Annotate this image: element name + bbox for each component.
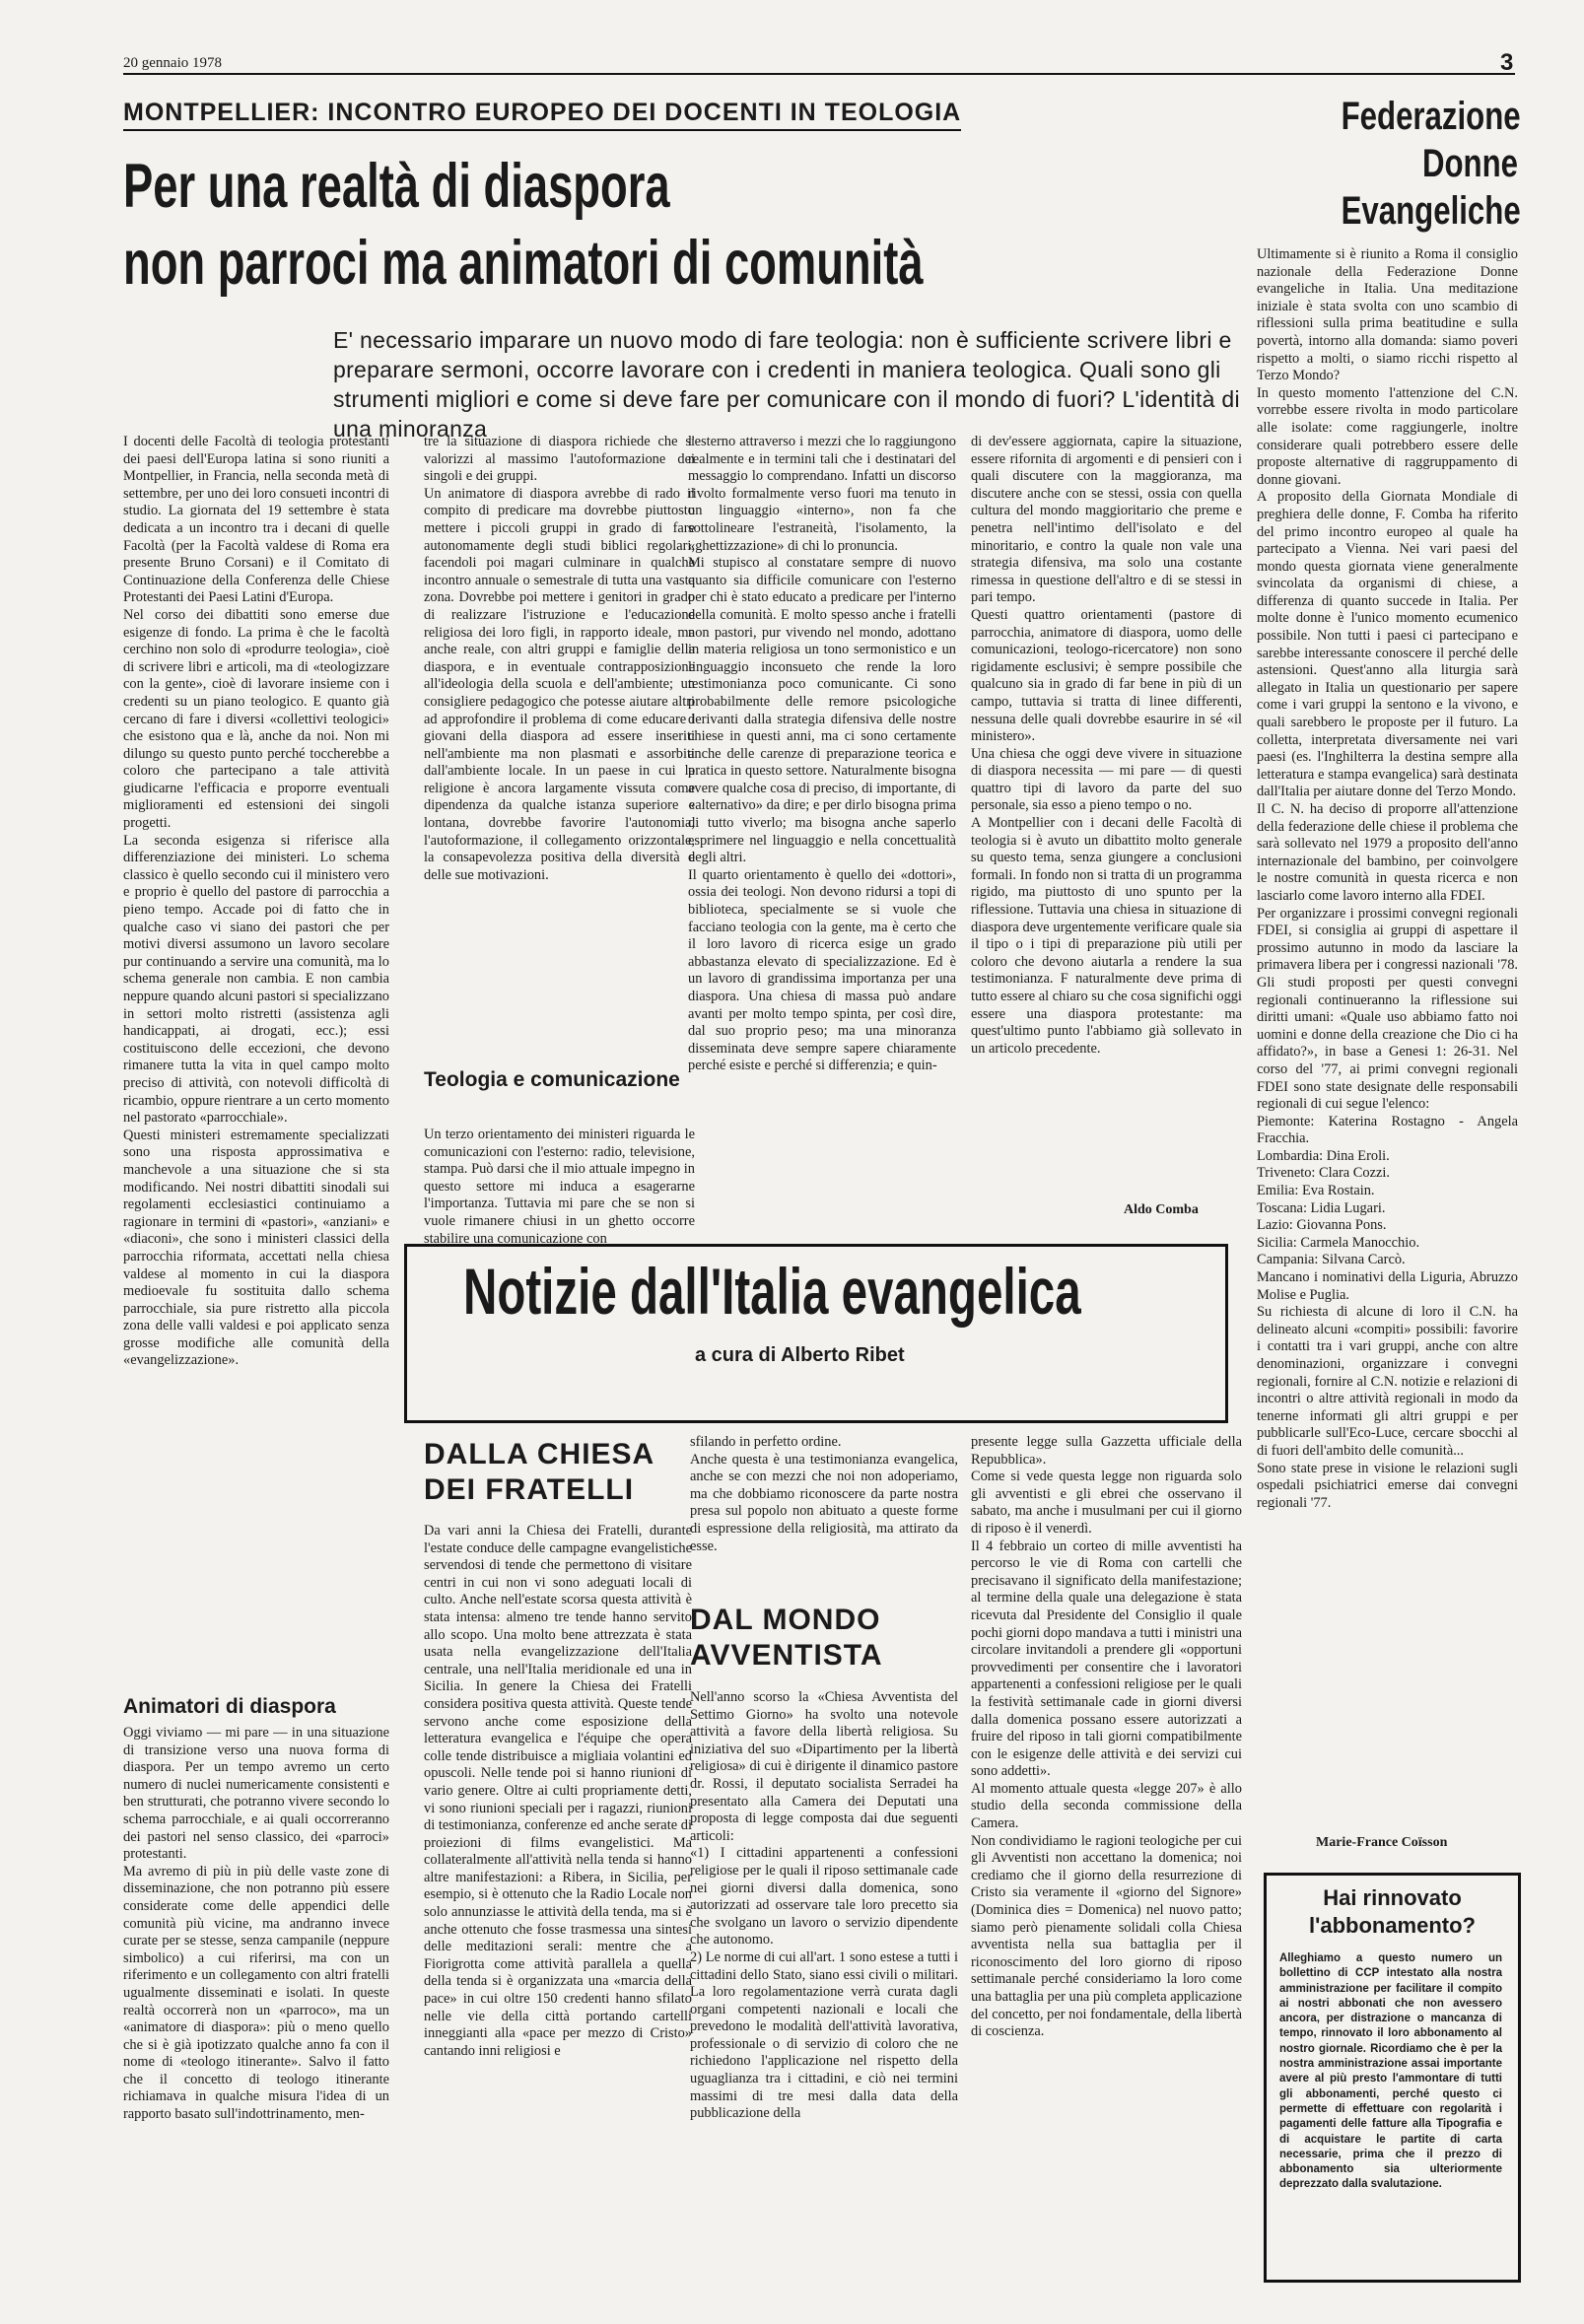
article-column-1: I docenti delle Facoltà di teologia protestanti dei paesi dell'Europa latina si sono riuniti a Montpellier, in Francia, nella seconda metà di settembre, per uno dei loro consueti incontri di studio. La giornata del 19 settembre è stata dedicata a un incontro tra i decani di quelle Facoltà (per la Facoltà valdese di Roma era presente Bruno Corsani) e il Comitato di Continuazione della Conferenza delle Chiese Protestanti dei Paesi Latini d'Europa. Nel corso dei dibattiti sono emerse due esigenze di fondo. La prima è che le facoltà cerchino non solo di «produrre teologia», cioè di scrivere libri e articoli, ma di «teologizzare con la gente», cioè di lavorare insieme con i credenti su un piano teologico. E quanto già cercano di fare i diversi «collettivi teologici» che esistono qua e là, anche da noi. Non mi dilungo su questo punto perché toccherebbe a coloro che partecipano a tale attività giudicarne l'efficacia e proporre eventuali miglioramenti ed estensioni dei singoli progetti. La seconda esigenza si riferisce alla differenziazione dei ministeri. Lo schema classico è quello secondo cui il ministero vero e proprio è quello del pastore di parrocchia a pieno tempo. Accade poi di fatto che in qualche caso vi siano dei pastori che per motivi diversi assumono un lavoro secolare pur continuando a servire una comunità, ma lo schema generale non cambia. E non cambia neppure quando alcuni pastori si specializzano in settori molto ristretti (assistenza agli handicappati, ai drogati, ecc.); essi costituiscono delle eccezioni, che devono rimanere tutta la vita in quel campo molto preciso di attività, con notevoli difficoltà di ricambio, oppure rientrare a un certo momento nel pastorato «parrocchiale». Questi ministeri estremamente specializzati sono una risposta approssimativa e manchevole a una situazione che si sta modificando. Nei nostri dibattiti sinodali sui regolamenti ecclesiastici continuiamo a ragionare in termini di «pastori», «anziani» e «diaconi», che sono i ministeri classici della parrocchia riformata, accettati nella chiesa valdese al momento in cui la diaspora medioevale fu sostituita dallo schema parrocchiale, sia pure ristretto alla piccola zona delle valli valdesi e poi applicato senza grosse modifiche alle comunità della «evangelizzazione».	[123, 434, 389, 1369]
article-signature: Aldo Comba	[1124, 1202, 1199, 1217]
sidebar-signature: Marie-France Coïsson	[1316, 1835, 1448, 1850]
article-kicker: MONTPELLIER: INCONTRO EUROPEO DEI DOCENTI IN TEOLOGIA	[123, 99, 961, 131]
notizie-title: Notizie dall'Italia evangelica	[463, 1255, 1081, 1328]
sidebar-body: Ultimamente si è riunito a Roma il consiglio nazionale della Federazione Donne evangeliche in Italia. Una meditazione iniziale è stata svolta con uno scambio di riflessioni sulla prima beatitudine e sulla povertà, intorno alla domanda: siamo poveri rispetto a molti, o siamo ricchi rispetto al Terzo Mondo? In questo momento l'attenzione del C.N. vorrebbe essere rivolta in modo particolare alle isolate: come raggiungerle, inoltre considerare quali potrebbero essere delle proposte alternative di raggruppamento di donne giovani. A proposito della Giornata Mondiale di preghiera delle donne, F. Comba ha riferito del primo incontro europeo al quale ha partecipato a Vienna. Nei vari paesi del mondo questa giornata viene generalmente svincolata da organismi di chiese, a differenza di quanto succede in Italia. Per molte donne è l'unico momento ecumenico possibile. Non tutti i paesi ci partecipano e sarebbe interessante conoscere il perché delle astensioni. Quest'anno alla liturgia sarà allegato in Italia un questionario per sapere come i vari gruppi la sentono e la vivono, e quali sarebbero le proposte per il futuro. La colletta, interpretata diversamente nei vari paesi (es. l'Inghilterra la destina sempre alla letteratura e stampa evangelica) sarà destinata dall'Italia per aiutare donne del Terzo Mondo. Il C. N. ha deciso di proporre all'attenzione della federazione delle chiese il problema che sarà sollevato nel 1979 a proposito dell'anno internazionale del bambino, per coinvolgere le nostre comunità in questa ricerca e non lasciarlo come lavoro interno alla FDEI. Per organizzare i prossimi convegni regionali FDEI, si consiglia ai gruppi di aspettare il prossimo autunno in modo da lasciare la primavera libera per i congressi nazionali '78. Gli studi proposti per questi convegni regionali continueranno la riflessione sui diritti umani: «Quale uso abbiamo fatto noi uomini e donne della creazione che Dio ci ha affidato?», in base a Genesi 1: 26-31. Nel corso del '77, ai primi convegni regionali FDEI sono state designate delle responsabili regionali di cui segue l'elenco: Piemonte: Katerina Rostagno - Angela Fracchia. Lombardia: Dina Eroli. Triveneto: Clara Cozzi. Emilia: Eva Rostain. Toscana: Lidia Lugari. Lazio: Giovanna Pons. Sicilia: Carmela Manocchio. Campania: Silvana Carcò. Mancano i nominativi della Liguria, Abruzzo Molise e Puglia. Su richiesta di alcune di loro il C.N. ha delineato alcuni «compiti» possibili: favorire i contatti tra i vari gruppi, anche con altre denominazioni, organizzare i convegni regionali, fornire al C.N. notizie e relazioni di incontri o altre attività regionali in modo da tenerne informati gli altri gruppi e per pubblicarle sull'Eco-Luce, cercare sbocchi al di fuori dell'ambito delle comunità... Sono state prese in visione le relazioni sugli ospedali psichiatrici emerse dai convegni regionali '77.	[1257, 246, 1518, 1511]
notizie-byline: a cura di Alberto Ribet	[695, 1344, 905, 1366]
section-head-fratelli: DALLA CHIESA DEI FRATELLI	[424, 1438, 654, 1506]
subscription-ad-body: Alleghiamo a questo numero un bollettino di CCP intestato alla nostra amministrazione per facilitare il compito ai nostri abbonati che non avessero ancora, per distrazione o mancanza di tempo, rinnovato il loro abbonamento al nostro giornale. Ricordiamo che è per la nostra amministrazione assai importante avere al più presto l'ammontare di tutti gli abbonamenti, perché questo ci permette di effettuare con regolarità i pagamenti delle fatture alla Tipografia e di acquistare le partite di carta necessarie, prima che il prezzo di abbonamento sia ulteriormente deprezzato dalla svalutazione.	[1279, 1952, 1502, 2191]
sidebar-title-1: Federazione	[1341, 95, 1521, 138]
article-column-3: l'esterno attraverso i mezzi che lo raggiungono realmente e in termini tali che i destinatari del messaggio lo comprendano. Infatti un discorso rivolto formalmente verso fuori ma tenuto in un linguaggio «interno», non fa che sottolineare l'estraneità, l'isolamento, la «ghettizzazione» di chi lo pronuncia. Mi stupisco al constatare sempre di nuovo quanto sia difficile comunicare con l'esterno per chi è stato educato a predicare per l'interno della comunità. E molto spesso anche i fratelli non pastori, pur vivendo nel mondo, adottano in materia religiosa un tono sermonistico e un linguaggio inconsueto che rende la loro testimonianza poco comunicante. Ci sono probabilmente delle remore psicologiche derivanti dalla strategia difensiva delle nostre chiese in questi anni, ma ci sono certamente anche delle carenze di preparazione teorica e pratica in questo settore. Naturalmente bisogna avere qualche cosa di preciso, di importante, di «alternativo» da dire; e per dirlo bisogna prima di tutto viverlo; ma bisogna anche saperlo esprimere nel linguaggio e nella concettualità degli altri. Il quarto orientamento è quello dei «dottori», ossia dei teologi. Non devono ridursi a topi di biblioteca, specialmente se si vuole che facciano teologia con la gente, ma è certo che il loro lavoro di ricerca esige un grado abbastanza elevato di specializzazione. Ed è un lavoro di grandissima importanza per una diaspora. Una chiesa di massa può andare avanti per molto tempo spinta, per così dire, dal suo proprio peso; ma una minoranza disseminata deve sempre sapere chiaramente perché esiste e perché si differenzia; e quin-	[688, 434, 956, 1074]
headline-line-2: non parroci ma animatori di comunità	[123, 229, 924, 298]
subhead-teologia: Teologia e comunicazione	[424, 1068, 680, 1091]
notizie-column-2: sfilando in perfetto ordine. Anche questa è una testimonianza evangelica, anche se con mezzi che noi non adoperiamo, ma che dobbiamo riconoscere da parte nostra presa sul popolo non abituato a queste forme di espressione della religiosità, ma attirato da esse.	[690, 1434, 958, 1554]
headline-line-1: Per una realtà di diaspora	[123, 152, 670, 221]
subscription-ad-title: Hai rinnovato l'abbonamento?	[1308, 1885, 1476, 1938]
sidebar-title	[1341, 93, 1521, 235]
sidebar-title-2: Donne	[1421, 142, 1518, 185]
article-column-2: tre la situazione di diaspora richiede che si valorizzi al massimo l'autoformazione dei singoli e dei gruppi. Un animatore di diaspora avrebbe di rado il compito di predicare ma dovrebbe piuttosto mettere i piccoli gruppi in grado di fare autonomamente degli studi biblici regolari, facendoli poi magari culminare in qualche incontro annuale o semestrale di tutta una vasta zona. Dovrebbe poi mettere i genitori in grado di realizzare l'istruzione e l'educazione religiosa dei loro figli, in rapporto ideale, ma anche reale, con altri gruppi e famiglie della diaspora, e in eventuale contrapposizione all'ideologia della scuola e dell'ambiente; un consigliere pedagogico che potesse aiutare altri ad approfondire il problema di come educare i giovani della diaspora ad essere inseriti nell'ambiente ma non plasmati e assorbiti dall'ambiente locale. In un paese in cui la religione è ancora largamente vissuta come dipendenza da qualche istanza superiore e lontana, dovrebbe favorire l'autonomia, l'autoformazione, il collegamento orizzontale, la consapevolezza positiva della diversità e delle sue motivazioni.	[424, 434, 695, 883]
article-column-4: di dev'essere aggiornata, capire la situazione, essere rifornita di argomenti e di pensieri con i quali discutere con la maggioranza, ma discutere anche con se stessi, ossia con quella cultura del mondo maggioritario che preme e penetra nell'intimo dell'isolato e del minoritario, e contro la quale non vale una strategia difensiva, ma solo una costante rimessa in questione dell'altro e di se stessi in pari tempo. Questi quattro orientamenti (pastore di parrocchia, animatore di diaspora, uomo delle comunicazioni, teologo-ricercatore) non sono rigidamente esclusivi; è sempre possibile che qualcuno sia in grado di far bene in più di un campo, tuttavia si tratta di linee differenti, nessuna delle quali dovrebbe esaurire in sé «il ministero». Una chiesa che oggi deve vivere in situazione di diaspora necessita — mi pare — di questi quattro tipi di lavoro da parte del suo personale, sia esso a pieno tempo o no. A Montpellier con i decani delle Facoltà di teologia si è avuto un dibattito molto generale su questo tema, senza giungere a conclusioni formali. In fondo non si tratta di un programma rigido, ma piuttosto di uno spunto per la riflessione. Tuttavia una chiesa in situazione di diaspora deve urgentemente verificare quale sia il tipo o i tipi di preparazione più utili per coloro che devono aiutarla a rendere la sua testimonianza. F naturalmente deve prima di tutto essere al chiaro su che cosa significhi oggi essere una diaspora protestante: ma quest'ultimo punto l'abbiamo già sollevato in un articolo precedente.	[971, 434, 1242, 1057]
issue-date: 20 gennaio 1978	[123, 55, 222, 71]
section-head-avventista: DAL MONDO AVVENTISTA	[690, 1604, 883, 1672]
article-standfirst: E' necessario imparare un nuovo modo di fare teologia: non è sufficiente scrivere libri e preparare sermoni, occorre lavorare con i credenti in maniera teologica. Quali sono gli strumenti migliori e come si deve fare per comunicare con il mondo di fuori? L'identità di una minoranza	[333, 327, 1240, 442]
page-number: 3	[1500, 49, 1514, 76]
notizie-column-3: Nell'anno scorso la «Chiesa Avventista del Settimo Giorno» ha svolto una notevole attività a favore della libertà religiosa. Su iniziativa del suo «Dipartimento per la libertà religiosa» di cui è dirigente il dinamico pastore dr. Rossi, il deputato socialista Serradei ha presentato alla Camera dei Deputati una proposta di legge composta dai due seguenti articoli: «1) I cittadini appartenenti a confessioni religiose per le quali il riposo settimanale cade nei giorni diversi dalla domenica, sono autorizzati ad osservare tale loro precetto sia che svolgano un lavoro o servizio dipendente che autonomo. 2) Le norme di cui all'art. 1 sono estese a tutti i cittadini dello Stato, siano essi civili o militari. La loro regolamentazione verrà curata dagli organi competenti nazionali e locali che prevedono le modalità dell'attività lavorativa, professionale o di servizio di coloro che ne richiedono l'applicazione nel rispetto della uguaglianza tra i cittadini, e ciò nei termini massimi di tre mesi dalla data della pubblicazione della	[690, 1689, 958, 2122]
notizie-column-4: presente legge sulla Gazzetta ufficiale della Repubblica». Come si vede questa legge non riguarda solo gli avventisti e gli ebrei che osservano il sabato, ma anche i musulmani per cui il giorno di riposo è il venerdì. Il 4 febbraio un corteo di mille avventisti ha percorso le vie di Roma con cartelli che precisavano il significato della manifestazione; al termine della quale una delegazione è stata ricevuta dal Presidente del Consiglio il quale pochi giorni dopo mandava a tutti i ministri una circolare invitandoli a prendere gli «opportuni provvedimenti per consentire che i lavoratori appartenenti a confessioni religiose per le quali la festività settimanale cade in giorni diversi dalla domenica possano essere autorizzati a fruire del riposo in tali giorni compatibilmente con le esigenze delle attività e dei servizi cui sono addetti». Al momento attuale questa «legge 207» è allo studio della seconda commissione della Camera. Non condividiamo le ragioni teologiche per cui gli Avventisti non accettano la domenica; noi crediamo che il giorno della resurrezione di Cristo sia veramente il «giorno del Signore» (Dominica dies = Domenica) nel nuovo patto; siamo però pienamente solidali colla Chiesa avventista nella sua battaglia per il riconoscimento del loro giorno di riposo settimanale perché consideriamo la loro come una battaglia per una più completa applicazione del concetto, per noi fondamentale, della libertà di coscienza.	[971, 1434, 1242, 2040]
subhead-animatori: Animatori di diaspora	[123, 1695, 336, 1718]
header-rule	[123, 73, 1515, 75]
notizie-column-1: Da vari anni la Chiesa dei Fratelli, durante l'estate conduce delle campagne evangelistiche servendosi di tende che permettono di visitare centri in cui non vi sono adeguati locali di culto. Anche nell'estate scorsa questa attività è stata intensa: almeno tre tende hanno servito allo scopo. Una molto bene attrezzata è stata usata nella evangelizzazione dell'Italia centrale, una nell'Italia meridionale ed una in Sicilia. In genere la Chiesa dei Fratelli considera positiva questa attività. Queste tende servono anche come esposizione della letteratura evangelica e l'équipe che opera colle tende distribuisce a migliaia volantini ed opuscoli. Nelle tende poi si hanno riunioni di vario genere. Oltre ai culti propriamente detti, vi sono riunioni speciali per i ragazzi, riunioni di testimonianza, conferenze ed anche serate di proiezioni di films evangelistici. Ma collateralmente all'attività nella tenda si hanno altre manifestazioni: a Ribera, in Sicilia, per esempio, si è ottenuto che la Radio Locale non solo annunziasse le attività della tenda, ma si è anche ottenuto che fosse trasmessa una sintesi delle meditazioni serali: mentre che a Fiorigrotta come attività parallela a quella della tenda si è organizzata una «marcia della pace» in cui oltre 150 credenti hanno sfilato nelle vie della città portando cartelli inneggianti alla «pace per mezzo di Cristo» cantando inni religiosi e	[424, 1523, 692, 2059]
article-headline	[123, 148, 924, 302]
sidebar-title-3: Evangeliche	[1341, 189, 1521, 233]
article-column-2b: Un terzo orientamento dei ministeri riguarda le comunicazioni con l'esterno: radio, televisione, stampa. Può darsi che il mio attuale impegno in questo settore mi induca a esagerarne l'importanza. Tuttavia mi pare che se non si vuole rimanere chiusi in un ghetto occorre stabilire una comunicazione con	[424, 1127, 695, 1247]
article-column-1b: Oggi viviamo — mi pare — in una situazione di transizione verso una nuova forma di diaspora. Per un tempo avremo un certo numero di nuclei numericamente consistenti e ben strutturati, che potranno vivere secondo lo schema parrocchiale, e ai quali occorreranno dei pastori nel senso classico, dei «parroci» protestanti. Ma avremo di più in più delle vaste zone di disseminazione, che non potranno più essere considerate come delle appendici delle comunità più vicine, ma andranno invece curate per se stesse, senza campanile (neppure simbolico) a cui riferirsi, ma con un riferimento e un collegamento con altri fratelli ugualmente disseminati e isolati. In queste realtà occorrerà non un «parroco», ma un «animatore di diaspora»: più o meno quello che si è già ipotizzato qualche anno fa con il nome di «teologo itinerante». Salvo il fatto che il concetto di teologo itinerante richiamava in qualche misura l'idea di un rapporto basato sull'indottrinamento, men-	[123, 1725, 389, 2123]
